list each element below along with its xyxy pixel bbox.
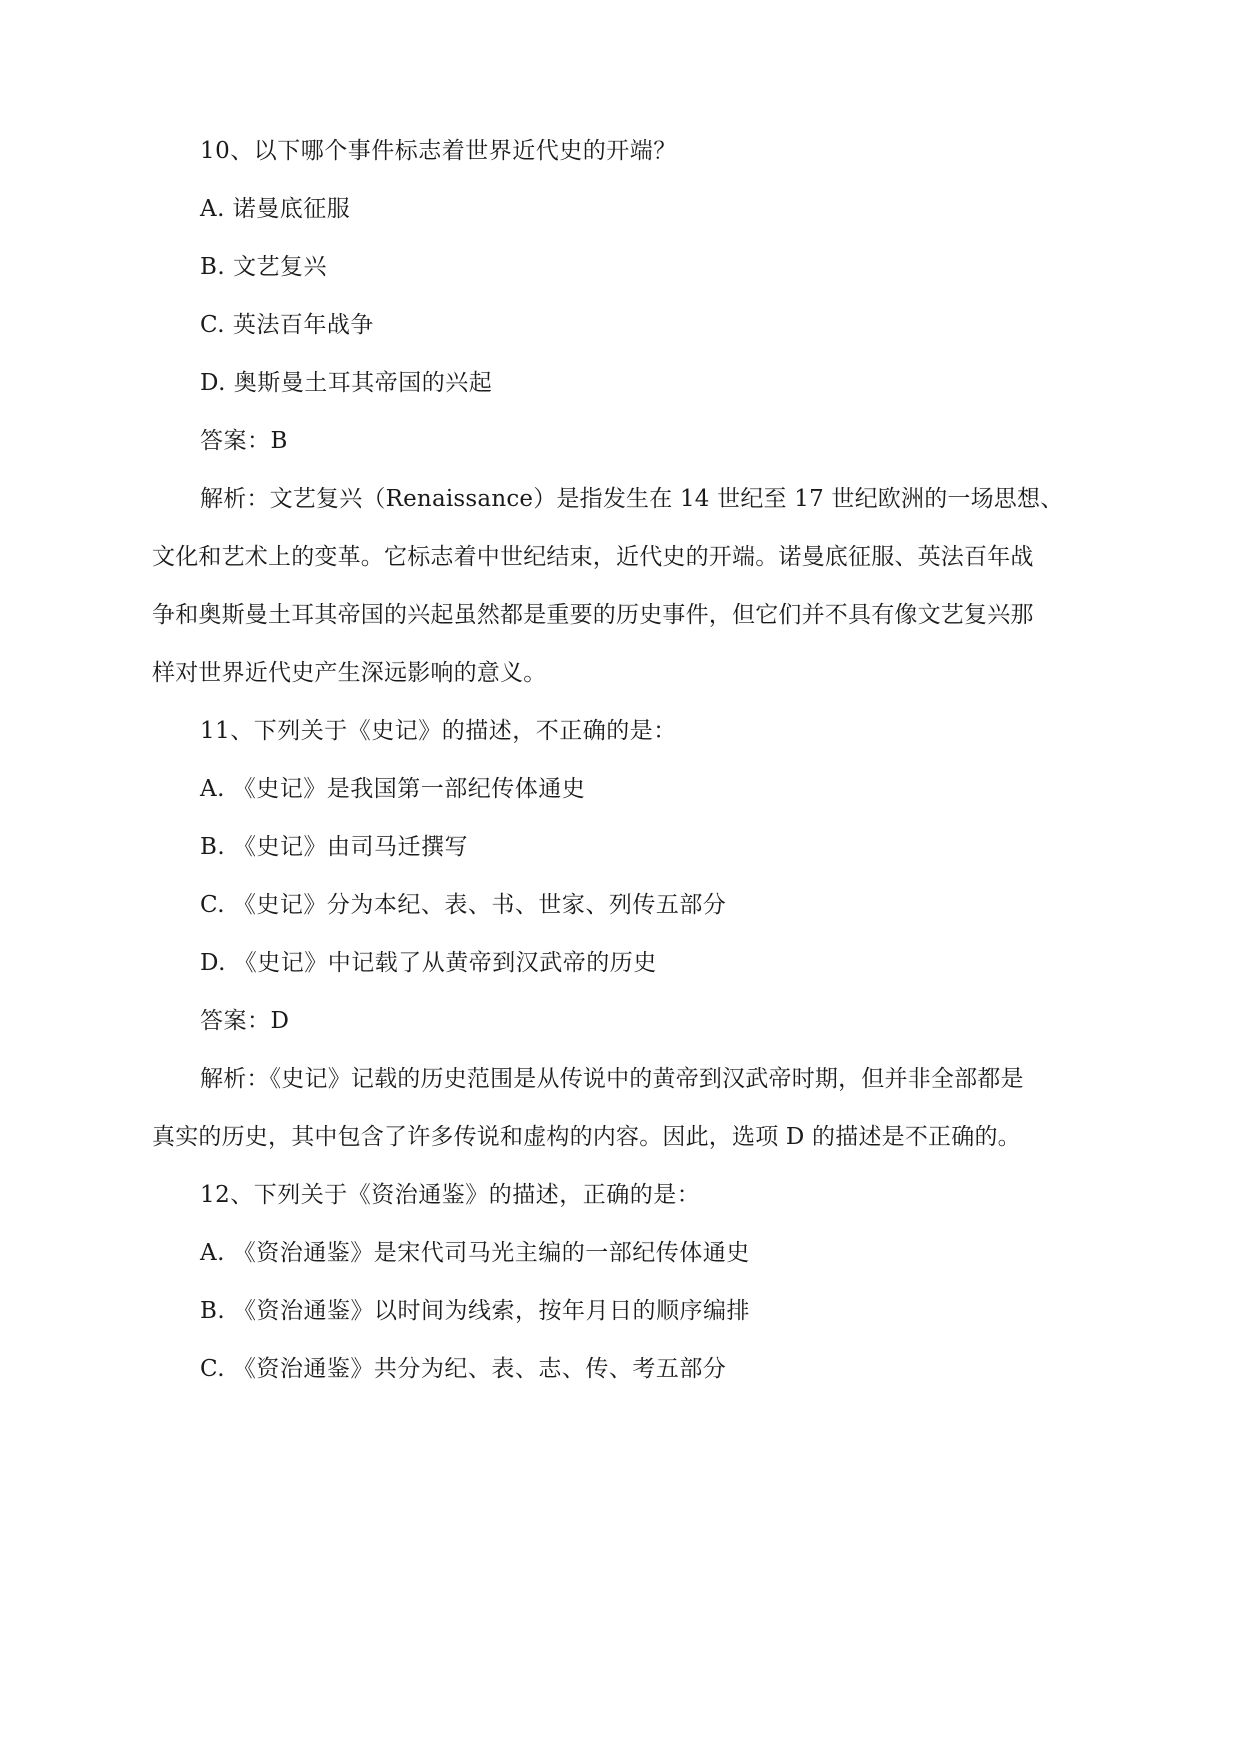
question-10-stem: 10、以下哪个事件标志着世界近代史的开端？ xyxy=(200,138,677,164)
question-10-option-b: B. 文艺复兴 xyxy=(200,254,328,280)
question-10-analysis-line: 解析：文艺复兴（Renaissance）是指发生在 14 世纪至 17 世纪欧洲的一场思想、 xyxy=(200,486,1064,512)
question-12-option-b: B. 《资治通鉴》以时间为线索，按年月日的顺序编排 xyxy=(200,1298,751,1324)
question-10-option-d: D. 奥斯曼土耳其帝国的兴起 xyxy=(200,370,493,396)
question-10-analysis-line: 争和奥斯曼土耳其帝国的兴起虽然都是重要的历史事件，但它们并不具有像文艺复兴那 xyxy=(152,602,1034,628)
question-12-option-c: C. 《资治通鉴》共分为纪、表、志、传、考五部分 xyxy=(200,1356,727,1382)
question-10-analysis-line: 文化和艺术上的变革。它标志着中世纪结束，近代史的开端。诺曼底征服、英法百年战 xyxy=(152,544,1034,570)
question-10-option-a: A. 诺曼底征服 xyxy=(200,196,351,222)
question-11-option-b: B. 《史记》由司马迁撰写 xyxy=(200,834,469,860)
question-11-analysis-line: 解析：《史记》记载的历史范围是从传说中的黄帝到汉武帝时期，但并非全部都是 xyxy=(200,1066,1024,1092)
question-11-stem: 11、下列关于《史记》的描述，不正确的是： xyxy=(200,718,677,744)
question-12-stem: 12、下列关于《资治通鉴》的描述，正确的是： xyxy=(200,1182,701,1208)
question-10-analysis-line: 样对世界近代史产生深远影响的意义。 xyxy=(152,660,547,686)
question-11-option-c: C. 《史记》分为本纪、表、书、世家、列传五部分 xyxy=(200,892,727,918)
question-11-option-d: D. 《史记》中记载了从黄帝到汉武帝的历史 xyxy=(200,950,657,976)
question-10-answer: 答案：B xyxy=(200,428,288,454)
question-11-option-a: A. 《史记》是我国第一部纪传体通史 xyxy=(200,776,586,802)
question-11-answer: 答案：D xyxy=(200,1008,290,1034)
question-11-analysis-line: 真实的历史，其中包含了许多传说和虚构的内容。因此，选项 D 的描述是不正确的。 xyxy=(152,1124,1021,1150)
question-10-option-c: C. 英法百年战争 xyxy=(200,312,374,338)
question-12-option-a: A. 《资治通鉴》是宋代司马光主编的一部纪传体通史 xyxy=(200,1240,750,1266)
